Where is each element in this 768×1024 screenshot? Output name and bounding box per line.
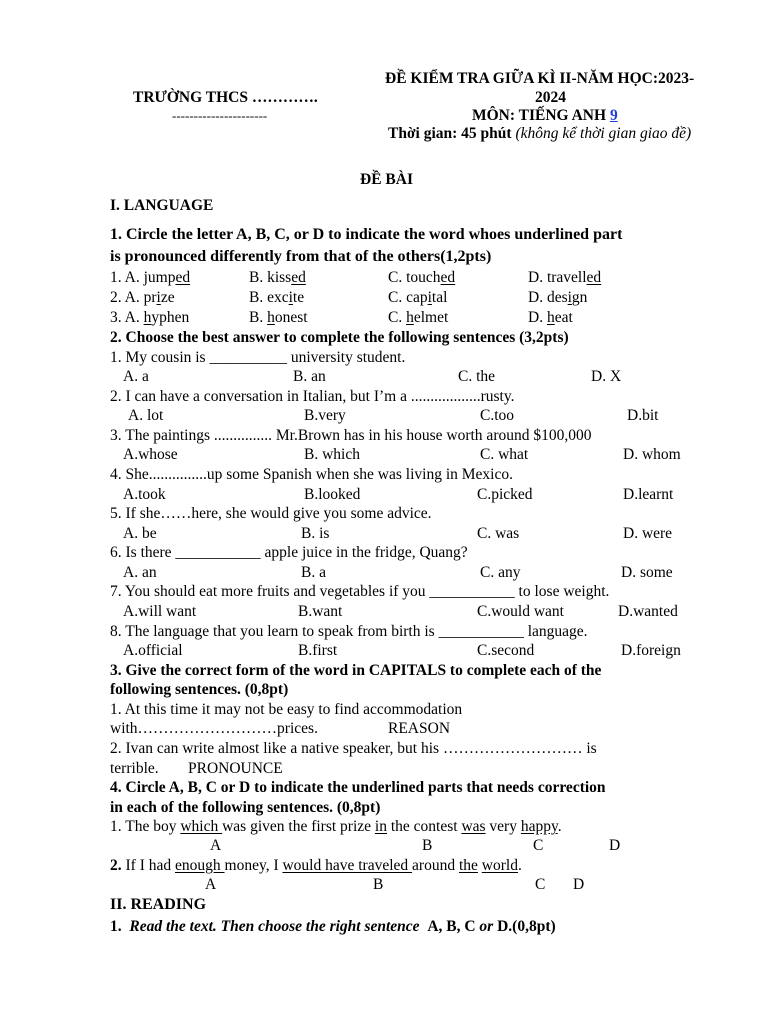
option-b[interactable]: B.looked	[304, 486, 361, 503]
school-name: TRƯỜNG THCS ………….	[133, 89, 318, 106]
pronunciation-row-3	[0, 309, 768, 329]
option-d[interactable]: D.wanted	[618, 603, 678, 620]
option-c[interactable]: C. the	[458, 368, 496, 385]
option-a[interactable]: A	[210, 837, 222, 854]
option-a[interactable]: A.will want	[123, 603, 197, 620]
question-6-options	[0, 564, 768, 584]
subject-grade-link[interactable]: 9	[609, 107, 618, 124]
question-3-options	[0, 446, 768, 466]
option-d: D. design	[528, 289, 588, 306]
question-6: 6. Is there ___________ apple juice in the fridge, Quang?	[110, 544, 468, 561]
option-c[interactable]: C. any	[480, 564, 521, 581]
option-c[interactable]: C.picked	[477, 486, 533, 503]
subject-label: MÔN: TIẾNG ANH	[472, 107, 610, 124]
option-c: C. capital	[388, 289, 448, 306]
option-d: D. travelled	[528, 269, 602, 286]
underlined-part-d: happy	[520, 818, 558, 835]
question-1: 1. My cousin is __________ university student.	[110, 349, 406, 366]
option-b[interactable]: B. a	[301, 564, 326, 581]
word-form-blank-2: terrible.	[110, 760, 159, 777]
error-question-1-letters	[0, 837, 768, 857]
underlined-part-c: was	[461, 818, 486, 835]
option-a[interactable]: A	[205, 876, 217, 893]
option-d[interactable]: D	[573, 876, 585, 893]
word-form-question-1-line2	[0, 720, 768, 740]
option-a[interactable]: A.whose	[123, 446, 178, 463]
underlined-part-b: would have traveled	[282, 857, 413, 874]
option-c: C. helmet	[388, 309, 449, 326]
time-line	[388, 125, 691, 143]
school-divider: ----------------------	[172, 108, 268, 123]
option-b[interactable]: B. an	[293, 368, 326, 385]
option-d: D. heat	[528, 309, 573, 326]
subject-line	[472, 107, 618, 125]
underlined-part-d: world	[481, 857, 518, 874]
time-note: (không kể thời gian giao đề)	[515, 125, 692, 142]
pronunciation-row-1	[0, 269, 768, 289]
question-7-options	[0, 603, 768, 623]
section-reading-heading: II. READING	[110, 896, 207, 913]
option-b: B. kissed	[249, 269, 306, 286]
option-c[interactable]: C. what	[480, 446, 529, 463]
option-c[interactable]: C	[535, 876, 546, 893]
word-form-root-2: PRONOUNCE	[188, 760, 283, 777]
question-4-options	[0, 486, 768, 506]
option-d[interactable]: D.learnt	[623, 486, 674, 503]
option-b[interactable]: B.first	[298, 642, 338, 659]
question-8-options	[0, 642, 768, 662]
option-d[interactable]: D. whom	[623, 446, 681, 463]
option-b[interactable]: B.very	[304, 407, 346, 424]
option-c[interactable]: C.second	[477, 642, 535, 659]
option-d[interactable]: D. were	[623, 525, 673, 542]
word-form-question-2-line2	[0, 760, 768, 780]
option-d[interactable]: D.foreign	[621, 642, 681, 659]
option-b[interactable]: B. is	[301, 525, 330, 542]
option-b[interactable]: B. which	[304, 446, 360, 463]
reading-task1-instruction: 1. Read the text. Then choose the right sentence A, B, C or D.(0,8pt)	[110, 918, 556, 935]
option-b[interactable]: B	[422, 837, 433, 854]
underlined-part-a: which	[180, 818, 223, 835]
question-1-options	[0, 368, 768, 388]
option-a: 3. A. hyphen	[110, 309, 190, 326]
question-3: 3. The paintings ............... Mr.Brown has in his house worth around $100,000	[110, 427, 592, 444]
option-c: C. touched	[388, 269, 456, 286]
question-7: 7. You should eat more fruits and vegetables if you ___________ to lose weight.	[110, 583, 610, 600]
option-d[interactable]: D.bit	[627, 407, 659, 424]
option-a[interactable]: A. lot	[128, 407, 164, 424]
word-form-question-1-line1: 1. At this time it may not be easy to find accommodation	[110, 701, 463, 718]
exam-title-line2: 2024	[535, 89, 566, 106]
question-4: 4. She...............up some Spanish when she was living in Mexico.	[110, 466, 513, 483]
option-a[interactable]: A. be	[123, 525, 157, 542]
task4-instruction-line1: 4. Circle A, B, C or D to indicate the underlined parts that needs correction	[110, 779, 606, 796]
word-form-root-1: REASON	[388, 720, 451, 737]
question-8: 8. The language that you learn to speak from birth is ___________ language.	[110, 623, 588, 640]
option-c[interactable]: C. was	[477, 525, 520, 542]
question-5-options	[0, 525, 768, 545]
exam-title-line1: ĐỀ KIỂM TRA GIỮA KÌ II-NĂM HỌC:2023-	[385, 70, 695, 87]
option-c[interactable]: C.would want	[477, 603, 564, 620]
option-b: B. excite	[249, 289, 305, 306]
option-c[interactable]: C	[533, 837, 544, 854]
underlined-part-b: in	[374, 818, 387, 835]
option-b[interactable]: B.want	[298, 603, 343, 620]
option-d[interactable]: D. X	[591, 368, 622, 385]
error-question-2-letters	[0, 876, 768, 896]
option-a: 2. A. prize	[110, 289, 175, 306]
question-5: 5. If she……here, she would give you some advice.	[110, 505, 432, 522]
option-a[interactable]: A.official	[123, 642, 183, 659]
error-question-2: 2. If I had enough money, I would have traveled around the world.	[110, 857, 522, 874]
option-d[interactable]: D. some	[621, 564, 673, 581]
task3-instruction-line2: following sentences. (0,8pt)	[110, 681, 289, 698]
option-b: B. honest	[249, 309, 308, 326]
task4-instruction-line2: in each of the following sentences. (0,8pt)	[110, 799, 381, 816]
word-form-question-2-line1: 2. Ivan can write almost like a native speaker, but his ……………………… is	[110, 740, 597, 757]
underlined-part-a: enough	[175, 857, 225, 874]
question-2-options	[0, 407, 768, 427]
option-a[interactable]: A. a	[123, 368, 149, 385]
option-b[interactable]: B	[373, 876, 384, 893]
word-form-blank-1: with………………………prices.	[110, 720, 318, 737]
option-c[interactable]: C.too	[480, 407, 515, 424]
option-a: 1. A. jumped	[110, 269, 191, 286]
option-d[interactable]: D	[609, 837, 621, 854]
time-label: Thời gian: 45 phút	[388, 125, 516, 142]
section-language-heading: I. LANGUAGE	[110, 197, 214, 214]
task1-instruction-line1: 1. Circle the letter A, B, C, or D to indicate the word whoes underlined part	[110, 226, 623, 243]
page-title: ĐỀ BÀI	[360, 171, 413, 188]
underlined-part-c: the	[458, 857, 478, 874]
option-a[interactable]: A. an	[123, 564, 157, 581]
task2-instruction: 2. Choose the best answer to complete the following sentences (3,2pts)	[110, 329, 569, 346]
error-question-1: 1. The boy which was given the first prize in the contest was very happy.	[110, 818, 562, 835]
task1-instruction-line2: is pronounced differently from that of the others(1,2pts)	[110, 248, 492, 265]
pronunciation-row-2	[0, 289, 768, 309]
question-2: 2. I can have a conversation in Italian, but I’m a ..................rusty.	[110, 388, 515, 405]
option-a[interactable]: A.took	[123, 486, 166, 503]
task3-instruction-line1: 3. Give the correct form of the word in CAPITALS to complete each of the	[110, 662, 602, 679]
